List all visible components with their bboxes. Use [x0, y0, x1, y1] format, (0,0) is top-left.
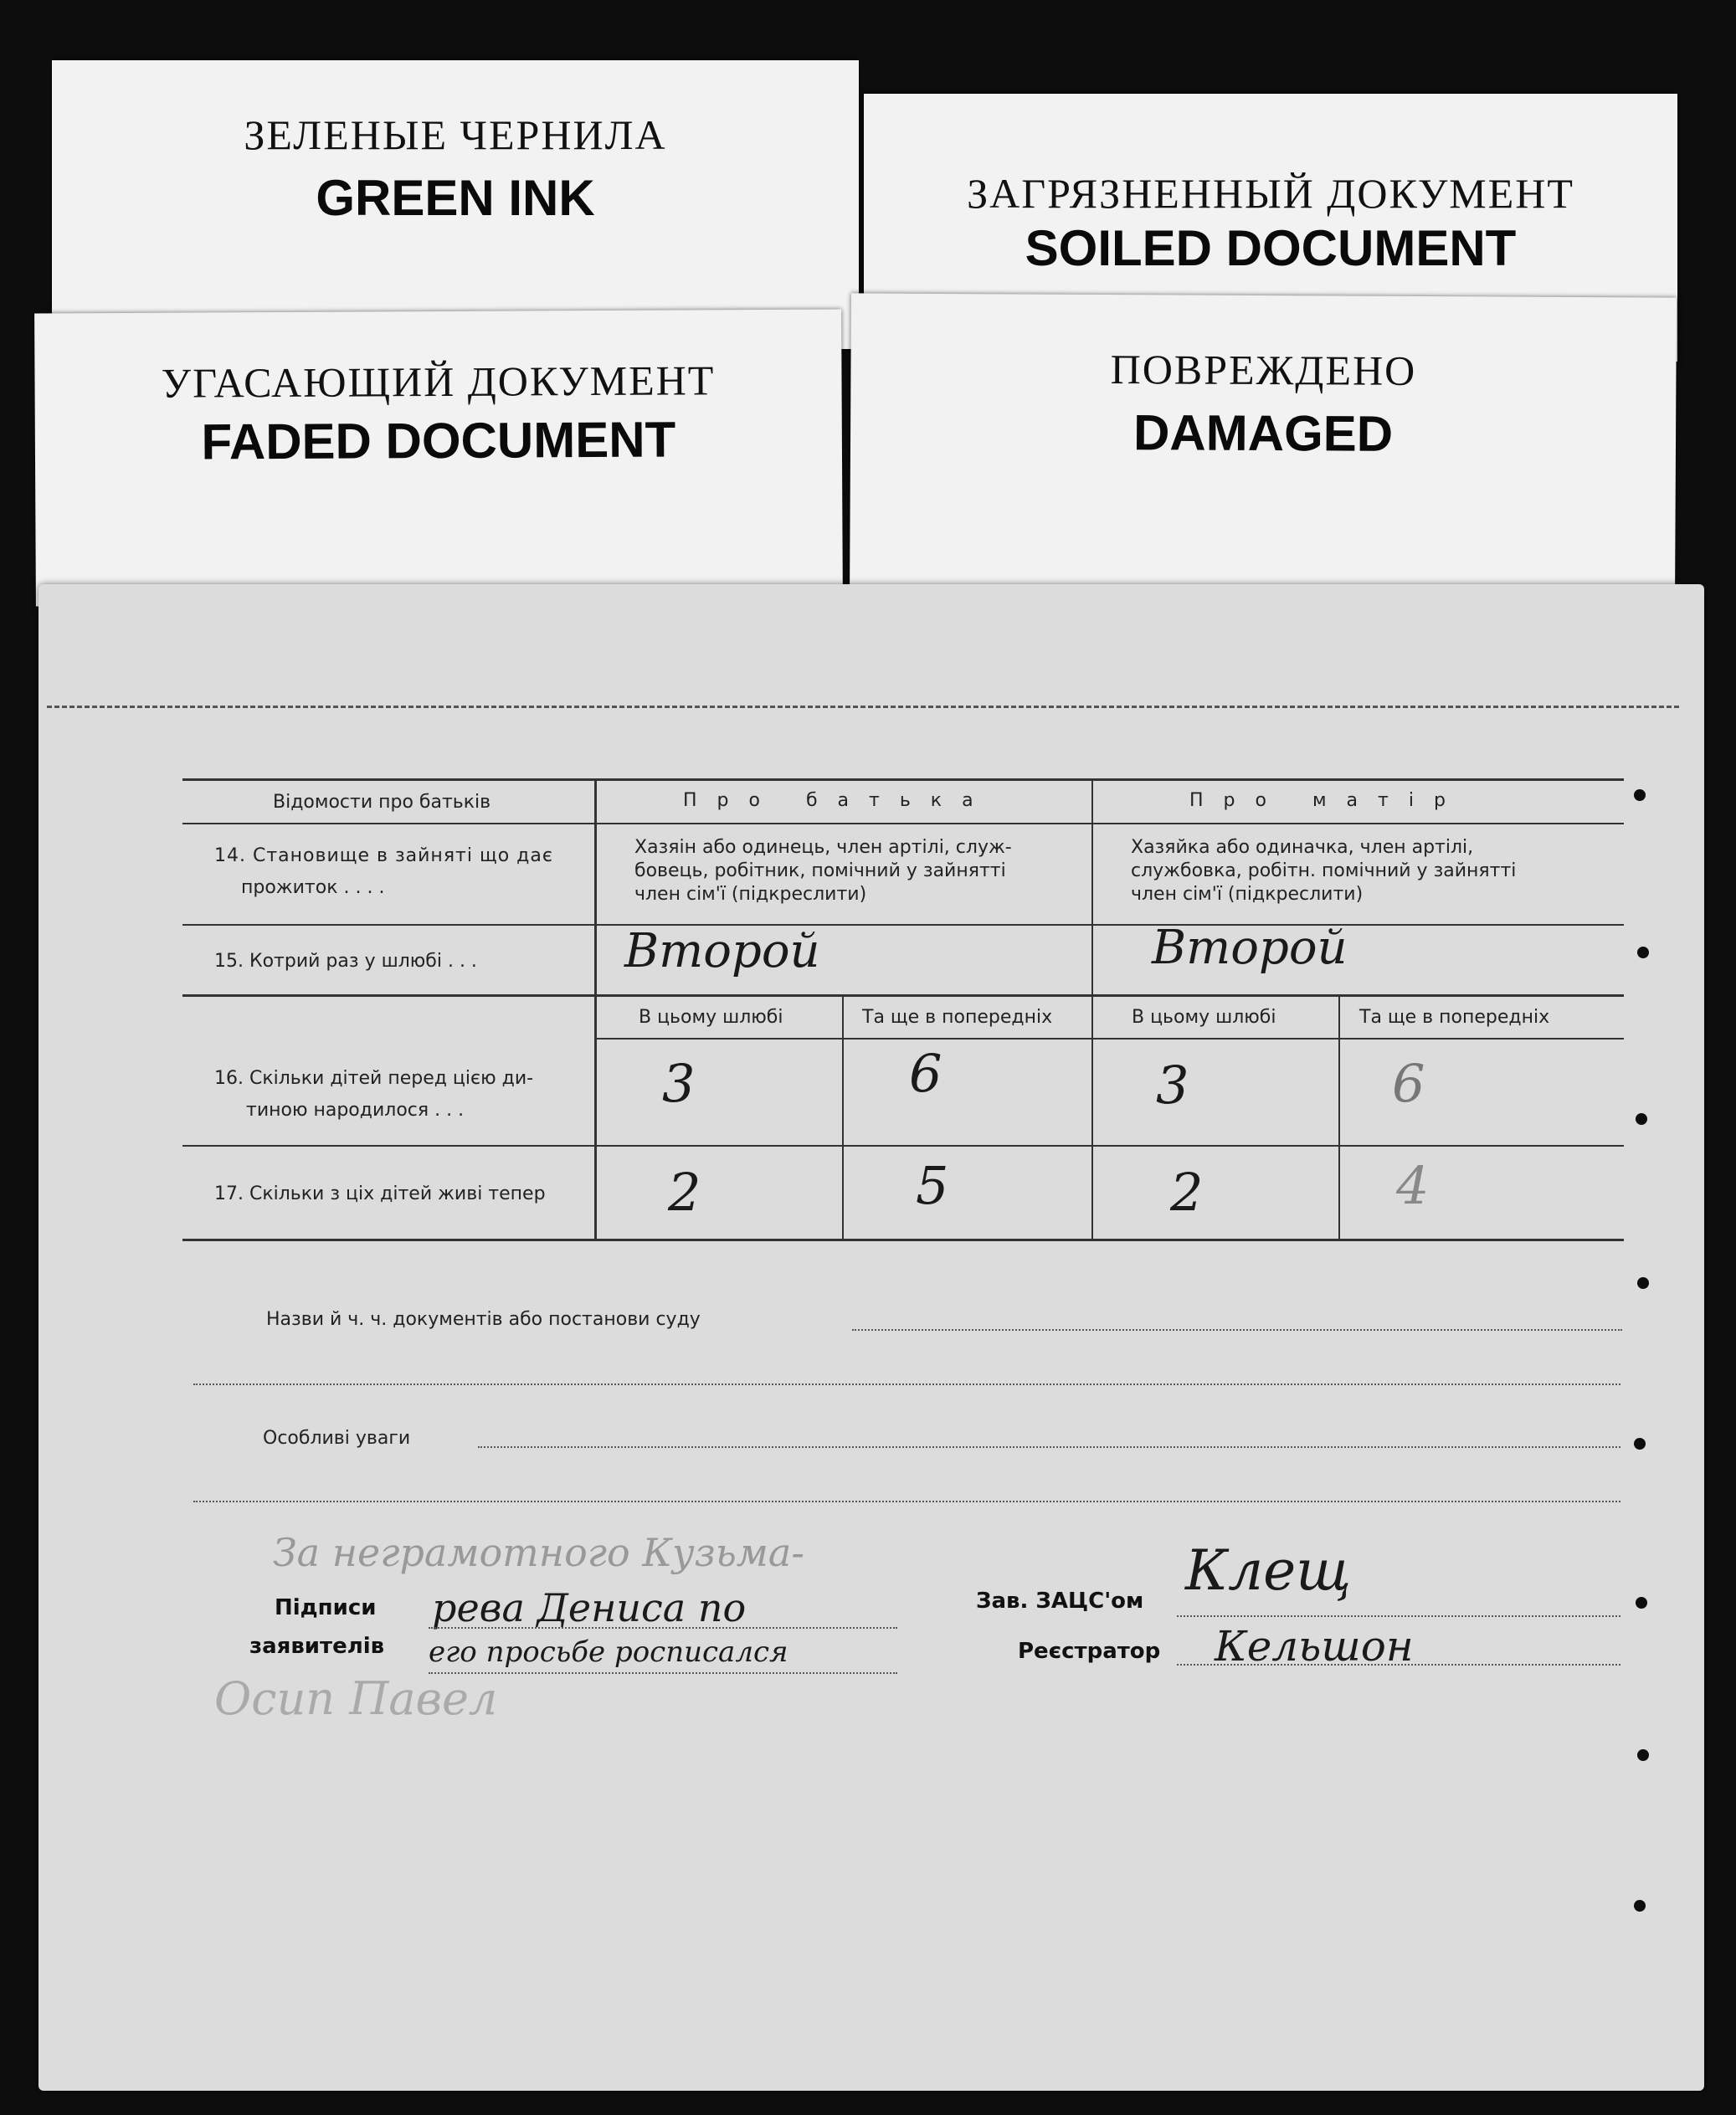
head-line [1177, 1615, 1620, 1617]
table-bottom-rule [182, 1239, 1624, 1241]
row16-father-prev: 6 [909, 1043, 942, 1104]
col-divider-3 [842, 996, 844, 1240]
notes-label: Особливі уваги [263, 1428, 411, 1449]
subheader-previous-mother: Та ще в попередніх [1359, 1007, 1550, 1028]
faded-document-card [34, 309, 843, 606]
header-parents-info: Відомости про батьків [273, 792, 491, 813]
row17-mother-this: 2 [1170, 1162, 1204, 1223]
signature-text-3: его просьбе росписался [429, 1635, 788, 1669]
row16-label-2: тиною народилося . . . [246, 1100, 465, 1121]
perforation-line [47, 706, 1679, 708]
binding-hole [1634, 789, 1646, 801]
header-rule [182, 823, 1624, 824]
col-divider-4 [1338, 996, 1340, 1240]
row14-mother-2: службовка, робітн. помічний у зайнятті [1131, 860, 1517, 881]
row14-father-3: член сім'ї (підкреслити) [634, 884, 867, 905]
green-ink-card [52, 60, 859, 349]
subheader-rule [595, 1038, 1624, 1040]
damaged-card [850, 293, 1677, 598]
binding-hole [1636, 1113, 1647, 1125]
table-top-rule [182, 778, 1624, 781]
row14-label-2: прожиток . . . . [241, 877, 385, 898]
damaged-en: DAMAGED [1133, 404, 1394, 462]
soiled-ru: ЗАГРЯЗНЕННЫЙ ДОКУМЕНТ [967, 170, 1574, 217]
signature-text-1: За неграмотного Кузьма- [273, 1530, 804, 1575]
green-ink-ru: ЗЕЛЕНЫЕ ЧЕРНИЛА [244, 111, 667, 158]
row14-rule [182, 924, 1624, 926]
signature-line-2 [429, 1672, 897, 1674]
notes-line-2 [193, 1501, 1620, 1502]
signature-text-2: рева Дениса по [432, 1585, 747, 1630]
subheader-this-marriage-mother: В цьому шлюбі [1132, 1007, 1276, 1028]
registrar-label: Реєстратор [1018, 1639, 1161, 1664]
signature-text-4: Осип Павел [214, 1672, 498, 1725]
registrar-line [1177, 1664, 1620, 1666]
binding-hole [1637, 1749, 1649, 1761]
subheader-this-marriage-father: В цьому шлюбі [639, 1007, 783, 1028]
faded-en: FADED DOCUMENT [201, 411, 676, 470]
damaged-ru: ПОВРЕЖДЕНО [1110, 346, 1417, 394]
row16-father-this: 3 [662, 1053, 696, 1114]
binding-hole [1637, 1277, 1649, 1289]
col-divider-2 [1091, 780, 1093, 1240]
subheader-previous-father: Та ще в попередніх [862, 1007, 1053, 1028]
binding-hole [1637, 947, 1649, 958]
row17-father-this: 2 [668, 1162, 701, 1223]
header-father: Про батька [683, 790, 994, 811]
signatures-label-1: Підписи [275, 1595, 377, 1620]
green-ink-en: GREEN INK [316, 170, 595, 226]
documents-line-2 [193, 1383, 1620, 1385]
header-mother: Про матір [1189, 790, 1466, 811]
notes-line-1 [478, 1446, 1620, 1448]
signatures-label-2: заявителів [249, 1634, 385, 1659]
binding-hole [1634, 1900, 1646, 1912]
row14-mother-3: член сім'ї (підкреслити) [1131, 884, 1364, 905]
documents-line-1 [852, 1329, 1622, 1331]
row16-mother-this: 3 [1156, 1055, 1189, 1116]
row17-father-prev: 5 [916, 1155, 949, 1216]
head-signature: Клещ [1185, 1538, 1352, 1603]
binding-hole [1636, 1597, 1647, 1609]
row15-father-value: Второй [624, 924, 820, 978]
faded-ru: УГАСАЮЩИЙ ДОКУМЕНТ [161, 357, 716, 407]
row14-mother-1: Хазяйка або одиначка, член артілі, [1131, 837, 1474, 858]
binding-hole [1634, 1438, 1646, 1450]
soiled-en: SOILED DOCUMENT [1025, 220, 1517, 276]
row16-label-1: 16. Скільки дітей перед цією ди- [214, 1068, 534, 1089]
row15-label: 15. Котрий раз у шлюбі . . . [214, 951, 477, 972]
row14-label-1: 14. Становище в зайняті що дає [214, 845, 553, 866]
documents-label: Назви й ч. ч. документів або постанови суду [266, 1309, 701, 1330]
row14-father-2: бовець, робітник, помічний у зайнятті [634, 860, 1006, 881]
row17-mother-prev: 4 [1396, 1155, 1430, 1216]
row16-mother-prev: 6 [1392, 1053, 1425, 1114]
row16-rule [182, 1145, 1624, 1147]
col-divider-1 [594, 780, 597, 1240]
head-label: Зав. ЗАЦС'ом [976, 1589, 1144, 1614]
row14-father-1: Хазяін або одинець, член артілі, служ- [634, 837, 1012, 858]
row15-mother-value: Второй [1152, 921, 1348, 975]
row17-label: 17. Скільки з ціх дітей живі тепер [214, 1183, 546, 1204]
register-form-page [39, 584, 1704, 2091]
row15-rule [182, 994, 1624, 997]
signature-line-1 [429, 1627, 897, 1629]
registrar-signature: Кельшон [1215, 1622, 1414, 1671]
